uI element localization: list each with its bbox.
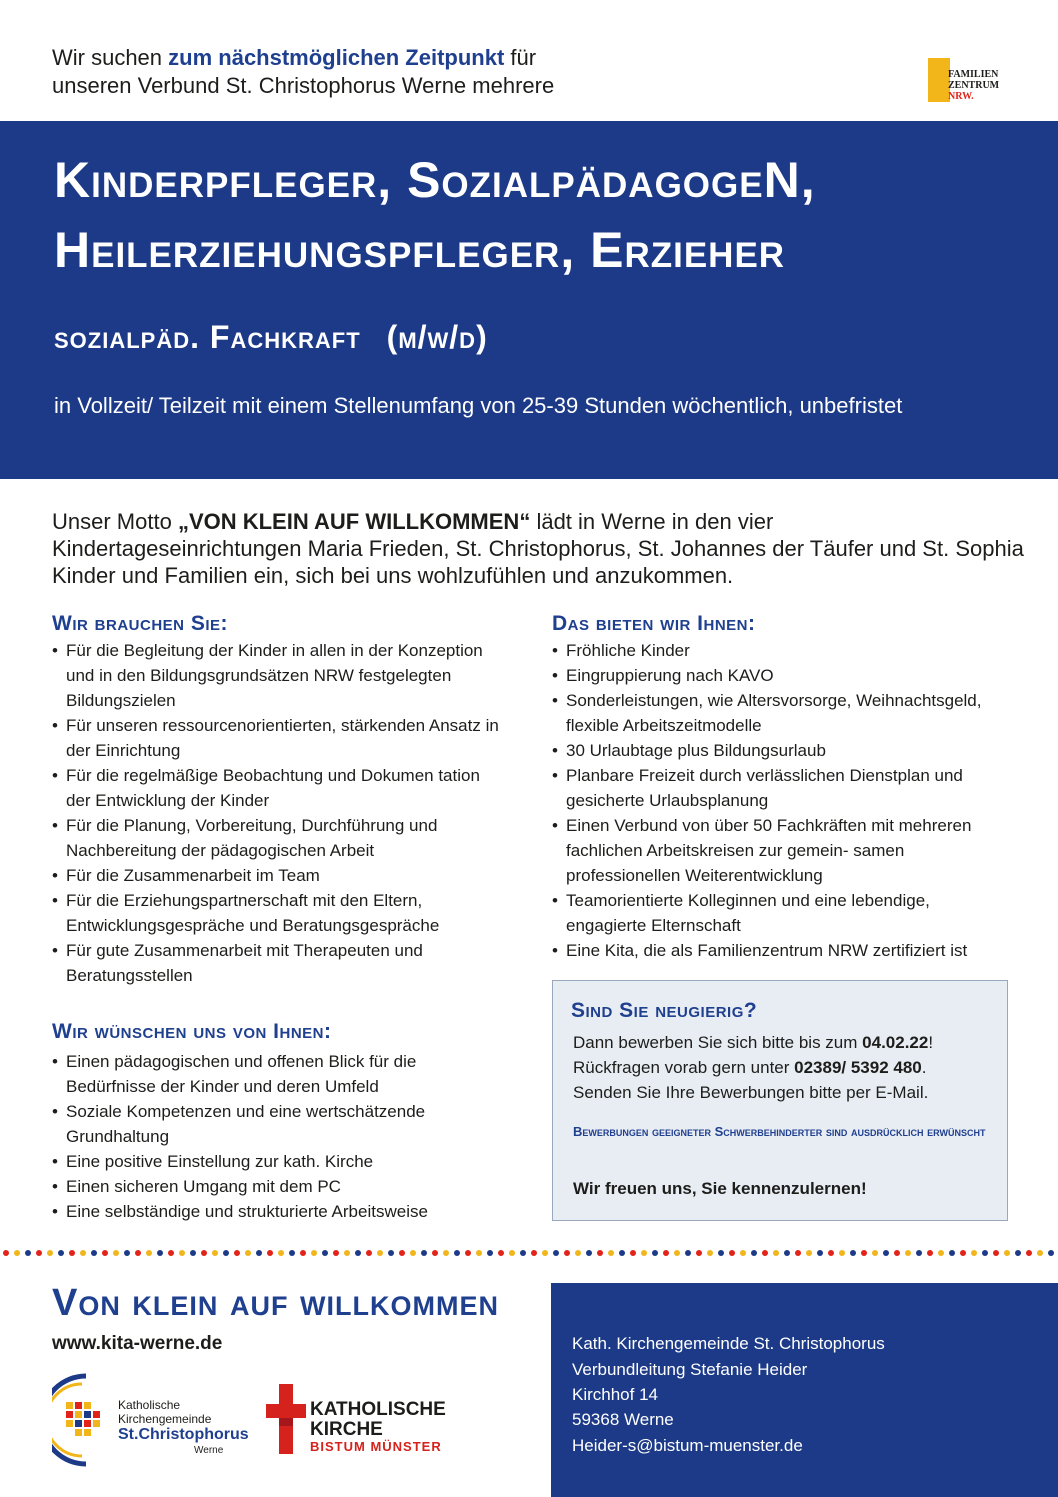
wish-list <box>52 1049 502 1224</box>
divider-dot <box>432 1250 438 1256</box>
list-item: • 30 Urlaubtage plus Bildungsurlaub <box>552 738 1014 763</box>
list-item: • Für unseren ressourcenorientierten, stärkenden Ansatz in der Einrichtung <box>52 713 502 763</box>
divider-dot <box>25 1250 31 1256</box>
kk-logo-line-1: KATHOLISCHE <box>310 1399 446 1420</box>
church-logo-line-2: Kirchengemeinde <box>118 1412 212 1426</box>
divider-dot <box>1004 1250 1010 1256</box>
list-item: • Planbare Freizeit durch verlässlichen Dienstplan und gesicherte Urlaubsplanung <box>552 763 1014 813</box>
list-item: • Eingruppierung nach KAVO <box>552 663 1014 688</box>
church-logo-line-1: Katholische <box>118 1398 181 1412</box>
katholische-kirche-logo <box>266 1384 446 1456</box>
divider-dot <box>883 1250 889 1256</box>
divider-dot <box>91 1250 97 1256</box>
divider-dot <box>531 1250 537 1256</box>
divider-dot <box>399 1250 405 1256</box>
divider-dot <box>1048 1250 1054 1256</box>
divider-dot <box>322 1250 328 1256</box>
divider-dot <box>157 1250 163 1256</box>
contact-city: 59368 Werne <box>572 1410 674 1429</box>
contact-person: Verbundleitung Stefanie Heider <box>572 1360 808 1379</box>
kk-logo-line-3: BISTUM MÜNSTER <box>310 1439 442 1454</box>
logo-text-3: NRW. <box>948 91 974 102</box>
divider-dot <box>509 1250 515 1256</box>
divider-dot <box>300 1250 306 1256</box>
divider-dot <box>740 1250 746 1256</box>
kk-logo-line-2: KIRCHE <box>310 1419 383 1440</box>
deadline-line <box>573 1030 933 1055</box>
divider-dot <box>652 1250 658 1256</box>
divider-dot <box>58 1250 64 1256</box>
divider-dot <box>707 1250 713 1256</box>
divider-dot <box>168 1250 174 1256</box>
globe-icon <box>52 1372 122 1468</box>
list-item: • Einen pädagogischen und offenen Blick für die Bedürfnisse der Kinder und deren Umfeld <box>52 1049 502 1099</box>
divider-dot <box>344 1250 350 1256</box>
employment-terms: in Vollzeit/ Teilzeit mit einem Stellenumfang von 25-39 Stunden wöchentlich, unbefristet <box>54 393 903 418</box>
phone-suffix: . <box>921 1058 927 1077</box>
divider-dot <box>993 1250 999 1256</box>
divider-dot <box>751 1250 757 1256</box>
divider-dot <box>355 1250 361 1256</box>
contact-organization: Kath. Kirchengemeinde St. Christophorus <box>572 1334 885 1353</box>
cross-icon <box>266 1384 306 1454</box>
offer-title: Das bieten wir Ihnen: <box>552 612 756 635</box>
divider-dot <box>124 1250 130 1256</box>
gender-tag: (m/w/d) <box>386 319 488 355</box>
divider-dot <box>762 1250 768 1256</box>
divider-dot <box>663 1250 669 1256</box>
divider-dot <box>487 1250 493 1256</box>
divider-dot <box>135 1250 141 1256</box>
subtitle-text: sozialpäd. Fachkraft <box>54 319 361 355</box>
divider-dot <box>696 1250 702 1256</box>
divider-dot <box>234 1250 240 1256</box>
divider-dot <box>333 1250 339 1256</box>
divider-dot <box>410 1250 416 1256</box>
divider-dot <box>641 1250 647 1256</box>
divider-dot <box>905 1250 911 1256</box>
divider-dot <box>784 1250 790 1256</box>
divider-dot <box>806 1250 812 1256</box>
divider-dot <box>3 1250 9 1256</box>
job-title-line-1: Kinderpfleger, SozialpädagogeN, <box>54 152 816 208</box>
divider-dot <box>465 1250 471 1256</box>
divider-dot <box>498 1250 504 1256</box>
divider-dot <box>608 1250 614 1256</box>
divider-dot <box>828 1250 834 1256</box>
divider-dot <box>69 1250 75 1256</box>
intro-prefix: Wir suchen <box>52 45 169 70</box>
list-item: • Einen sicheren Umgang mit dem PC <box>52 1174 502 1199</box>
divider-dot <box>597 1250 603 1256</box>
divider-dot <box>861 1250 867 1256</box>
deadline-date: 04.02.22 <box>862 1033 929 1052</box>
divider-dot <box>773 1250 779 1256</box>
divider-dot <box>454 1250 460 1256</box>
divider-dot <box>982 1250 988 1256</box>
divider-dot <box>586 1250 592 1256</box>
divider-dot <box>795 1250 801 1256</box>
divider-dot <box>146 1250 152 1256</box>
intro-highlight: zum nächstmöglichen Zeitpunkt <box>168 45 505 70</box>
application-box <box>552 980 1008 1221</box>
job-subtitle <box>54 317 488 357</box>
list-item: • Soziale Kompetenzen und eine wertschätzende Grundhaltung <box>52 1099 502 1149</box>
disability-note: Bewerbungen geeigneter Schwerbehinderter sind ausdrücklich erwünscht <box>573 1124 986 1139</box>
divider-dot <box>388 1250 394 1256</box>
footer-slogan: Von klein auf willkommen <box>52 1282 499 1324</box>
divider-dot <box>443 1250 449 1256</box>
divider-dot <box>256 1250 262 1256</box>
logo-mark <box>928 58 950 102</box>
list-item: • Teamorientierte Kolleginnen und eine lebendige, engagierte Elternschaft <box>552 888 1014 938</box>
list-item: • Für gute Zusammenarbeit mit Therapeuten und Beratungsstellen <box>52 938 502 988</box>
deadline-suffix: ! <box>928 1033 934 1052</box>
phone-prefix: Rückfragen vorab gern unter <box>573 1058 795 1077</box>
list-item: • Sonderleistungen, wie Altersvorsorge, Weihnachtsgeld, flexible Arbeitszeitmodelle <box>552 688 1014 738</box>
divider-dot <box>223 1250 229 1256</box>
divider-dot <box>311 1250 317 1256</box>
need-title: Wir brauchen Sie: <box>52 612 228 635</box>
divider-dot <box>718 1250 724 1256</box>
dotted-divider <box>0 1249 1058 1257</box>
divider-dot <box>542 1250 548 1256</box>
divider-dot <box>289 1250 295 1256</box>
list-item: • Für die Erziehungspartnerschaft mit den Eltern, Entwicklungsgespräche und Beratungsgespräche <box>52 888 502 938</box>
divider-dot <box>927 1250 933 1256</box>
divider-dot <box>1015 1250 1021 1256</box>
intro-line-1 <box>52 44 554 72</box>
motto-paragraph <box>52 508 1027 589</box>
contact-box <box>551 1283 1058 1497</box>
divider-dot <box>212 1250 218 1256</box>
divider-dot <box>421 1250 427 1256</box>
divider-dot <box>674 1250 680 1256</box>
divider-dot <box>729 1250 735 1256</box>
website-link[interactable]: www.kita-werne.de <box>52 1333 223 1354</box>
motto-prefix: Unser Motto <box>52 509 178 534</box>
divider-dot <box>850 1250 856 1256</box>
list-item: • Einen Verbund von über 50 Fachkräften mit mehreren fachlichen Arbeitskreisen zur gemein- samen professionellen Weiterentwicklung <box>552 813 1014 888</box>
divider-dot <box>949 1250 955 1256</box>
divider-dot <box>80 1250 86 1256</box>
divider-dot <box>190 1250 196 1256</box>
divider-dot <box>1037 1250 1043 1256</box>
divider-dot <box>377 1250 383 1256</box>
divider-dot <box>102 1250 108 1256</box>
church-logo-line-3: St.Christophorus <box>118 1426 249 1443</box>
list-item: • Eine Kita, die als Familienzentrum NRW zertifiziert ist <box>552 938 1014 963</box>
deadline-prefix: Dann bewerben Sie sich bitte bis zum <box>573 1033 863 1052</box>
divider-dot <box>267 1250 273 1256</box>
divider-dot <box>36 1250 42 1256</box>
email-instruction: Senden Sie Ihre Bewerbungen bitte per E-Mail. <box>573 1083 929 1102</box>
list-item: • Eine selbständige und strukturierte Arbeitsweise <box>52 1199 502 1224</box>
divider-dot <box>971 1250 977 1256</box>
divider-dot <box>201 1250 207 1256</box>
list-item: • Eine positive Einstellung zur kath. Kirche <box>52 1149 502 1174</box>
divider-dot <box>960 1250 966 1256</box>
list-item: • Für die Begleitung der Kinder in allen in der Konzeption und in den Bildungsgrundsätzen NRW festgelegten Bildungszielen <box>52 638 502 713</box>
list-item: • Für die Zusammenarbeit im Team <box>52 863 502 888</box>
contact-street: Kirchhof 14 <box>572 1385 658 1404</box>
intro-suffix: für <box>504 45 537 70</box>
closing-line: Wir freuen uns, Sie kennenzulernen! <box>573 1179 867 1198</box>
divider-dot <box>179 1250 185 1256</box>
divider-dot <box>894 1250 900 1256</box>
divider-dot <box>476 1250 482 1256</box>
wish-title: Wir wünschen uns von Ihnen: <box>52 1020 332 1043</box>
list-item: • Für die Planung, Vorbereitung, Durchführung und Nachbereitung der pädagogischen Arbeit <box>52 813 502 863</box>
church-community-logo <box>52 1372 249 1468</box>
divider-dot <box>630 1250 636 1256</box>
job-title-line-2: Heilerziehungspfleger, Erzieher <box>54 222 786 278</box>
phone-number: 02389/ 5392 480 <box>794 1058 922 1077</box>
motto-suffix: lädt in Werne in den vier Kindertageseinrichtungen Maria Frieden, St. Christophorus, St. Johannes der Täufer und St. Sophia Kinder und Familien ein, sich bei uns wohlzufühlen und anzukommen. <box>52 509 1024 588</box>
divider-dot <box>14 1250 20 1256</box>
contact-email[interactable]: Heider-s@bistum-muenster.de <box>572 1436 803 1455</box>
divider-dot <box>916 1250 922 1256</box>
divider-dot <box>553 1250 559 1256</box>
intro-line-2: unseren Verbund St. Christophorus Werne mehrere <box>52 73 555 98</box>
divider-dot <box>520 1250 526 1256</box>
intro-text <box>52 44 554 100</box>
logo-text-2: ZENTRUM <box>948 80 1000 91</box>
divider-dot <box>839 1250 845 1256</box>
offer-list <box>552 638 1014 963</box>
divider-dot <box>1026 1250 1032 1256</box>
motto-highlight: „VON KLEIN AUF WILLKOMMEN“ <box>177 509 531 534</box>
divider-dot <box>938 1250 944 1256</box>
application-title: Sind Sie neugierig? <box>571 999 758 1022</box>
divider-dot <box>245 1250 251 1256</box>
divider-dot <box>619 1250 625 1256</box>
list-item: • Für die regelmäßige Beobachtung und Dokumen tation der Entwicklung der Kinder <box>52 763 502 813</box>
divider-dot <box>47 1250 53 1256</box>
divider-dot <box>113 1250 119 1256</box>
divider-dot <box>685 1250 691 1256</box>
divider-dot <box>872 1250 878 1256</box>
divider-dot <box>366 1250 372 1256</box>
need-list <box>52 638 502 988</box>
divider-dot <box>817 1250 823 1256</box>
familienzentrum-logo <box>928 52 1010 104</box>
divider-dot <box>575 1250 581 1256</box>
phone-line <box>573 1055 926 1080</box>
logo-text-1: FAMILIEN <box>948 69 999 80</box>
dotted-divider-graphic <box>0 1249 1058 1257</box>
church-logo-line-4: Werne <box>194 1445 224 1456</box>
divider-dot <box>564 1250 570 1256</box>
divider-dot <box>278 1250 284 1256</box>
hero-banner <box>0 121 1058 479</box>
list-item: • Fröhliche Kinder <box>552 638 1014 663</box>
